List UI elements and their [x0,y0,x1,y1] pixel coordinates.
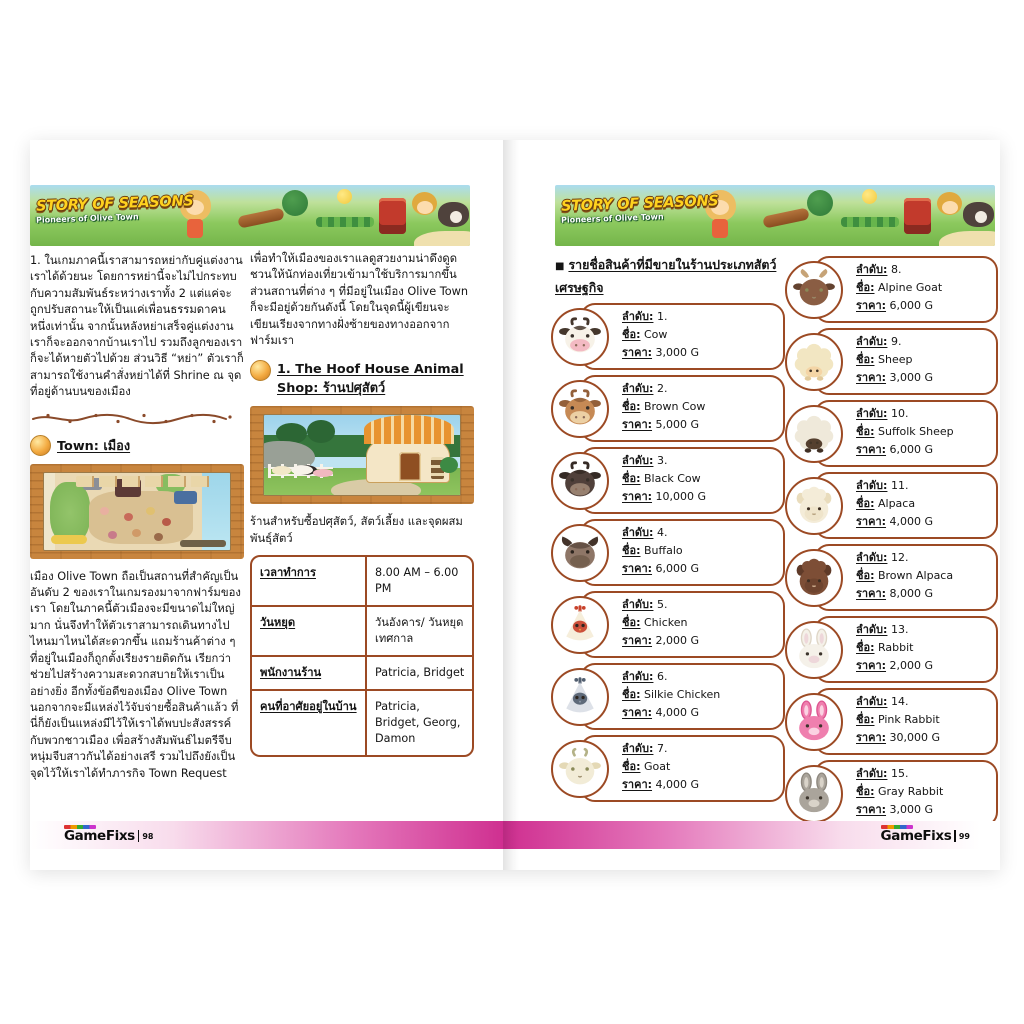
price-value: 2,000 G [889,659,934,672]
scene-sheep [272,466,292,475]
name-value: Pink Rabbit [877,713,940,726]
shop-section-title: 1. The Hoof House Animal Shop: ร้านปศุสัตว์ [277,362,464,397]
order-label: ลำดับ: [622,454,654,467]
scene-barn-roof [364,415,454,444]
banner-log-art [762,207,809,228]
gamefixs-brand-text: GameFixs [64,828,135,844]
row-label: พนักงานร้าน [252,657,367,689]
silkie-chicken-icon [558,675,602,719]
name-line [622,470,781,488]
left-column-2 [250,251,474,757]
banner-crops-art [316,217,374,227]
alpine-goat-icon [785,261,843,319]
order-label: ลำดับ: [622,382,654,395]
name-value: Brown Cow [643,400,706,413]
order-label: ลำดับ: [622,742,654,755]
price-label: ราคา: [856,803,887,816]
order-label: ลำดับ: [622,598,654,611]
chicken-icon [558,603,602,647]
banner-tree-art [282,190,308,216]
price-label: ราคา: [622,706,653,719]
name-line [622,398,781,416]
price-label: ราคา: [856,299,887,312]
order-value: 10. [890,407,909,420]
price-line [856,369,994,387]
banner-log-art [237,207,284,228]
animal-shop-screenshot [250,406,474,504]
town-section-title: Town: เมือง [57,438,131,454]
price-label: ราคา: [622,346,653,359]
animal-shop-scene [263,414,461,496]
order-value: 5. [656,598,668,611]
game-logo [560,193,721,225]
name-label: ชื่อ: [622,616,641,629]
name-line [622,686,781,704]
brown-cow-icon [551,380,609,438]
animal-cards-col-1 [552,303,785,807]
animal-card-10 [814,400,998,467]
animal-card-6 [580,663,785,730]
animal-card-8 [814,256,998,323]
animal-card-7 [580,735,785,802]
name-label: ชื่อ: [856,281,875,294]
price-value: 4,000 G [655,706,700,719]
gray-rabbit-icon [785,765,843,823]
name-line [856,279,994,297]
table-row [252,605,472,655]
banner-machine-art [904,198,931,234]
price-value: 4,000 G [655,778,700,791]
order-value: 9. [890,335,902,348]
shop-caption: ร้านสำหรับซื้อปศุสัตว์, สัตว์เลี้ยง และจุดผสมพันธุ์สัตว์ [250,515,463,545]
banner-sand-art [939,231,995,246]
animal-list-title [555,254,807,298]
price-line [856,441,994,459]
row-label: คนที่อาศัยอยู่ในบ้าน [252,691,367,755]
rabbit-icon [792,628,836,672]
paragraph-olive-town: เมือง Olive Town ถือเป็นสถานที่สำคัญเป็นอันดับ 2 ของเราในเกมรองมาจากฟาร์มของเรา โดยในภาคนี้ตัวเมืองจะมีขนาดไม่ใหญ่มาก นั่นจึงทำให้ตัวเราสามารถเดินทางไปไหนมาไหนได้สะดวกขึ้น แถมร้านค้าต่าง ๆ ที่อยู่ในเมืองก็ถูกตั้งเรียงรายติดกัน เรียกว่าช่วยไปสร้างความสะดวกสบายให้เราเป็นอย่างยิ่ง อีกทั้งข้อดีของเมือง Olive Town นอกจากจะมีแหล่งไว้จับจ่ายซื้อสินค้าแล้ว ที่นี่ก็ยังเป็นแหล่งมีไว้ให้เราได้พบปะสังสรรค์กับพวกชาวเมือง เพื่อสร้างสัมพันธ์ไมตรีจีบหนุ่มจีบสาวกันได้อย่างเสรี รวมไปถึงยังเป็นจุดไว้ให้เราได้ทำภารกิจ Town Request [30,569,241,780]
order-value: 13. [890,623,909,636]
price-value: 4,000 G [889,515,934,528]
banner-ball-art [862,189,877,204]
name-line [622,614,781,632]
gamefixs-brand-text: GameFixs [880,828,952,844]
animal-card-1 [580,303,785,370]
order-line [622,380,781,398]
order-line [856,477,994,495]
price-line [622,704,781,722]
price-line [856,729,994,747]
order-value: 7. [656,742,668,755]
order-label: ลำดับ: [622,526,654,539]
price-line [856,297,994,315]
price-line [622,344,781,362]
brand-divider [954,830,956,842]
map-building-2 [174,491,196,504]
order-line [856,333,994,351]
price-label: ราคา: [622,490,653,503]
page-left [30,140,505,870]
order-line [856,693,994,711]
animal-card-3 [580,447,785,514]
banner-crops-art [841,217,899,227]
banner-boy-face-art [942,201,958,214]
price-value: 30,000 G [889,731,941,744]
game-logo-title: STORY OF SEASONS [560,193,719,215]
gray-rabbit-icon [792,772,836,816]
order-label: ลำดับ: [622,670,654,683]
page-number-left: 98 [142,831,154,841]
order-value: 4. [656,526,668,539]
price-label: ราคา: [856,587,887,600]
banner-dog-patch-art [450,211,462,223]
footer-bar-left [30,821,505,849]
vine-divider-icon [30,412,236,425]
silkie-chicken-icon [551,668,609,726]
name-value: Chicken [643,616,688,629]
name-value: Black Cow [643,472,701,485]
price-line [622,488,781,506]
square-bullet-icon: ■ [555,261,565,272]
gamefixs-logo-left [64,825,153,843]
animal-card-15 [814,760,998,827]
name-label: ชื่อ: [622,544,641,557]
banner-sand-art [414,231,470,246]
cow-icon [558,315,602,359]
name-value: Rabbit [877,641,914,654]
brown-alpaca-icon [785,549,843,607]
map-toolbar [76,476,214,487]
price-label: ราคา: [856,731,887,744]
scene-pink-animal [313,469,333,477]
order-line [856,765,994,783]
row-value: Patricia, Bridget, Georg, Damon [375,700,461,746]
name-label: ชื่อ: [856,713,875,726]
order-label: ลำดับ: [856,623,888,636]
produce-basket-icon [250,360,271,381]
row-label: เวลาทำการ [252,557,367,605]
game-logo [35,193,196,225]
animal-card-14 [814,688,998,755]
alpaca-icon [785,477,843,535]
order-line [622,524,781,542]
order-line [622,308,781,326]
alpaca-icon [792,484,836,528]
order-label: ลำดับ: [856,479,888,492]
name-value: Sheep [877,353,913,366]
order-line [622,452,781,470]
order-value: 11. [890,479,909,492]
row-value: วันอังคาร/ วันหยุดเทศกาล [375,616,464,646]
price-value: 6,000 G [655,562,700,575]
name-line [856,639,994,657]
chicken-icon [551,596,609,654]
price-line [622,416,781,434]
name-label: ชื่อ: [622,328,641,341]
price-value: 6,000 G [889,443,934,456]
price-label: ราคา: [622,634,653,647]
order-value: 3. [656,454,668,467]
row-value: 8.00 AM – 6.00 PM [375,566,459,596]
name-label: ชื่อ: [856,353,875,366]
name-label: ชื่อ: [622,400,641,413]
sheep-icon [792,340,836,384]
price-label: ราคา: [622,778,653,791]
order-line [856,405,994,423]
name-label: ชื่อ: [856,425,875,438]
name-value: Cow [643,328,668,341]
decorative-divider [30,410,244,429]
gamefixs-logo-right [881,825,970,843]
animal-card-4 [580,519,785,586]
order-line [856,261,994,279]
name-value: Buffalo [643,544,683,557]
order-line [856,621,994,639]
order-value: 2. [656,382,668,395]
shop-section-header [250,358,474,398]
price-value: 10,000 G [655,490,707,503]
map-character-markers [100,507,109,515]
page-number-right: 99 [958,831,970,841]
name-label: ชื่อ: [856,569,875,582]
name-line [622,758,781,776]
alpine-goat-icon [792,268,836,312]
banner-tree-art [807,190,833,216]
name-value: Suffolk Sheep [877,425,954,438]
price-value: 8,000 G [889,587,934,600]
scene-tree-2 [307,420,334,442]
name-label: ชื่อ: [622,760,641,773]
map-greenery [50,482,91,544]
row-label: วันหยุด [252,607,367,655]
brown-cow-icon [558,387,602,431]
table-row [252,689,472,755]
order-value: 8. [890,263,902,276]
price-line [856,657,994,675]
pink-rabbit-icon [792,700,836,744]
name-line [856,423,994,441]
brown-alpaca-icon [792,556,836,600]
gamefixs-brand-row [64,829,153,843]
price-line [622,632,781,650]
brand-divider [138,830,140,842]
name-value: Alpaca [877,497,916,510]
name-line [622,326,781,344]
banner-machine-art [379,198,406,234]
game-logo-title: STORY OF SEASONS [35,193,194,215]
order-value: 1. [656,310,668,323]
price-line [856,513,994,531]
order-label: ลำดับ: [856,407,888,420]
price-line [622,776,781,794]
page-right [519,140,1000,870]
game-logo-subtitle: Pioneers of Olive Town [35,212,139,225]
name-label: ชื่อ: [856,785,875,798]
order-label: ลำดับ: [622,310,654,323]
header-banner-right [555,185,995,246]
name-line [856,351,994,369]
order-value: 6. [656,670,668,683]
row-value: Patricia, Bridget [375,666,465,680]
name-value: Goat [643,760,671,773]
price-label: ราคา: [856,659,887,672]
rabbit-icon [785,621,843,679]
map-yellow-button [51,535,86,544]
black-cow-icon [551,452,609,510]
order-label: ลำดับ: [856,335,888,348]
name-value: Gray Rabbit [877,785,944,798]
book-spine-shadow [503,140,519,870]
banner-ball-art [337,189,352,204]
name-value: Brown Alpaca [877,569,954,582]
pink-rabbit-icon [785,693,843,751]
name-label: ชื่อ: [856,497,875,510]
table-row [252,655,472,689]
animal-card-5 [580,591,785,658]
order-value: 14. [890,695,909,708]
town-map-screen [43,472,231,551]
goat-icon [558,747,602,791]
price-value: 6,000 G [889,299,934,312]
animal-card-12 [814,544,998,611]
order-line [856,549,994,567]
black-cow-icon [558,459,602,503]
scene-bush [440,457,458,473]
cow-icon [551,308,609,366]
price-label: ราคา: [856,443,887,456]
buffalo-icon [551,524,609,582]
order-label: ลำดับ: [856,767,888,780]
name-label: ชื่อ: [622,472,641,485]
price-label: ราคา: [622,418,653,431]
table-row [252,557,472,605]
order-value: 15. [890,767,909,780]
animal-cards-col-2 [786,256,998,832]
paragraph-divorce-tip: 1. ในเกมภาคนี้เราสามารถหย่ากับคู่แต่งงานเราได้ด้วยนะ โดยการหย่านี้จะไม่ไปกระทบกับความสัมพันธ์ระหว่างเราทั้ง 2 แต่แค่จะถูกปรับสถานะให้เป็นแค่เพื่อนธรรมดาคนหนึ่งเท่านั้น จากนั้นหลังหย่าเสร็จคู่แต่งงานเราก็จะออกจากบ้านเราไป รวมถึงลูกของเราก็จะได้หายตัวไปด้วย ส่วนวิธี “หย่า” ตัวเราก็สามารถใช้งานคำสั่งหย่าได้ที่ Shrine ณ จุดที่อยู่ด้านบนของเมือง [30,254,244,399]
sheep-icon [785,333,843,391]
price-label: ราคา: [622,562,653,575]
shop-info-table [250,555,474,757]
buffalo-icon [558,531,602,575]
name-line [622,542,781,560]
price-line [856,585,994,603]
price-label: ราคา: [856,371,887,384]
price-value: 2,000 G [655,634,700,647]
chick-icon [30,435,51,456]
price-value: 3,000 G [655,346,700,359]
animal-card-2 [580,375,785,442]
scene-barn-door [399,452,421,481]
order-label: ลำดับ: [856,551,888,564]
price-value: 5,000 G [655,418,700,431]
name-value: Silkie Chicken [643,688,721,701]
price-label: ราคา: [856,515,887,528]
goat-icon [551,740,609,798]
gamefixs-brand-row [881,829,970,843]
game-logo-subtitle: Pioneers of Olive Town [560,212,664,225]
name-line [856,567,994,585]
paragraph-town-places: เพื่อทำให้เมืองของเราแลดูสวยงามน่าดึงดูด ชวนให้นักท่องเที่ยวเข้ามาใช้บริการมากขึ้น ส่วนสถานที่ต่าง ๆ ที่มีอยู่ในเมือง Olive Town ก็จะมีอยู่ด้วยกันดังนี้ โดยในจุดนี้ผู้เขียนจะเขียนเรียงจากทางฝั่งซ้ายของทางออกจากฟาร์มเรา [250,252,469,348]
order-label: ลำดับ: [856,695,888,708]
order-label: ลำดับ: [856,263,888,276]
name-label: ชื่อ: [856,641,875,654]
banner-dog-patch-art [975,211,987,223]
order-line [622,668,781,686]
price-value: 3,000 G [889,803,934,816]
animal-card-11 [814,472,998,539]
map-status-bar [180,540,227,547]
animal-list-title-text: รายชื่อสินค้าที่มีขายในร้านประเภทสัตว์เศรษฐกิจ [555,257,777,295]
name-line [856,495,994,513]
animal-card-9 [814,328,998,395]
price-line [622,560,781,578]
order-line [622,596,781,614]
order-value: 12. [890,551,909,564]
suffolk-sheep-icon [785,405,843,463]
town-section-header [30,435,244,456]
name-line [856,783,994,801]
footer-bar-right [505,821,1000,849]
town-map-screenshot [30,464,244,559]
banner-boy-face-art [417,201,433,214]
price-line [856,801,994,819]
order-line [622,740,781,758]
suffolk-sheep-icon [792,412,836,456]
name-line [856,711,994,729]
name-label: ชื่อ: [622,688,641,701]
header-banner-left [30,185,470,246]
name-value: Alpine Goat [877,281,943,294]
animal-card-13 [814,616,998,683]
price-value: 3,000 G [889,371,934,384]
left-column-1 [30,253,244,791]
